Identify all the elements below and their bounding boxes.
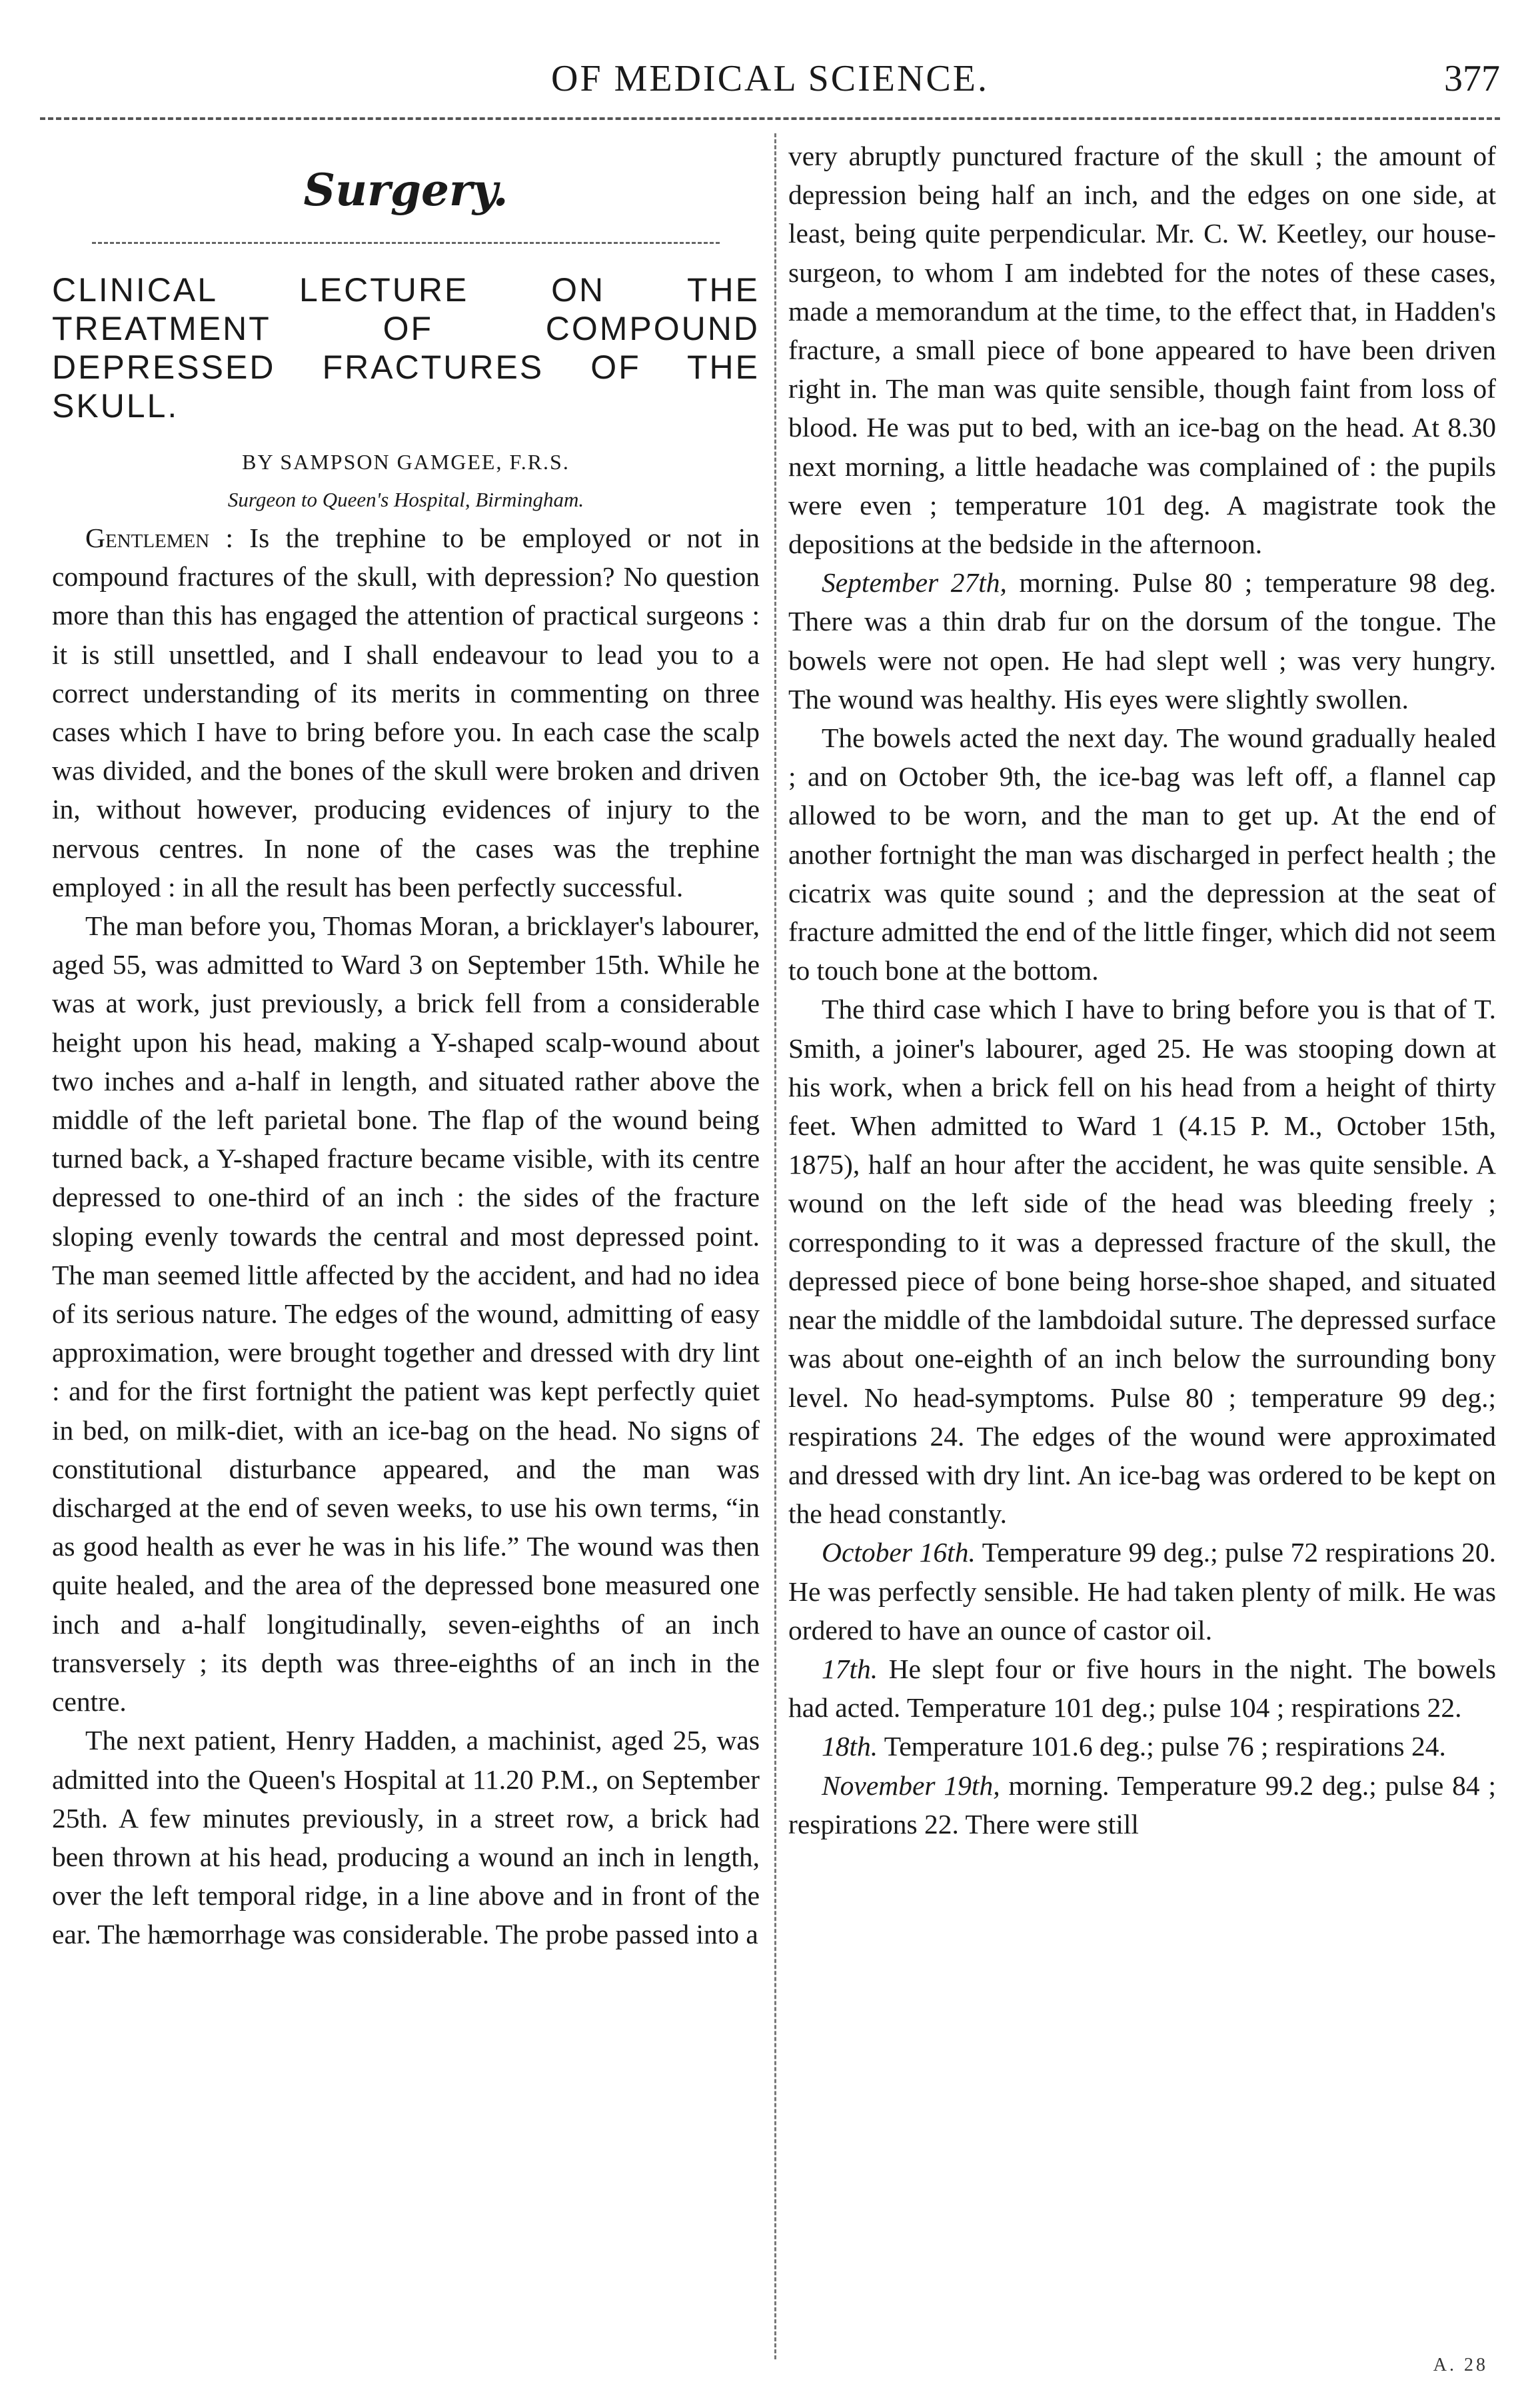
paragraph-text: morning. Pulse 80 ; temperature 98 deg. There was a thin drab fur on the dorsum of the tongue. The bowels were not open. He had slept well ; was very hungry. The wound was healthy. His eyes were slightly swollen. [788, 567, 1496, 714]
paragraph-case-moran: The man before you, Thomas Moran, a bricklayer's labourer, aged 55, was admitted to Ward 3 on September 15th. While he was at work, just previously, a brick fell from a considerable height upon his head, making a Y-shaped scalp-wound about two inches and a-half in length, and situated rather above the middle of the left parietal bone. The flap of the wound being turned back, a Y-shaped fracture became visible, with its centre depressed to one-third of an inch : the sides of the fracture sloping evenly towards the central and most depressed point. The man seemed little affected by the accident, and had no idea of its serious nature. The edges of the wound, admitting of easy approximation, were brought together and dressed with dry lint : and for the first fortnight the patient was kept perfectly quiet in bed, on milk-diet, with an ice-bag on the head. No signs of constitutional disturbance appeared, and the man was discharged at the end of seven weeks, to use his own terms, “in as good health as ever he was in his life.” The wound was then quite healed, and the area of the depressed bone measured one inch and a-half longitudinally, seven-eighths of an inch transversely ; its depth was three-eighths of an inch in the centre. [52, 910, 760, 1718]
paragraph-recovery: The bowels acted the next day. The wound gradually healed ; and on October 9th, the ice-bag was left off, a flannel cap allowed to be worn, and the man to get up. At the end of another fortnight the man was discharged in perfect health ; the cicatrix was quite sound ; and the depression at the seat of fracture admitted the end of the little finger, which did not seem to touch bone at the bottom. [788, 722, 1496, 986]
right-column [788, 137, 1496, 1843]
running-head [0, 57, 1540, 111]
date-label: 18th. [822, 1731, 878, 1762]
signature-mark: A. 28 [1433, 2355, 1488, 2375]
lecture-title: CLINICAL LECTURE ON THE TREATMENT OF COMPOUND DEPRESSED FRACTURES OF THE SKULL. [52, 271, 760, 425]
header-rule [40, 117, 1500, 120]
author-byline: BY SAMPSON GAMGEE, F.R.S. [242, 450, 570, 474]
date-label: September 27th, [822, 567, 1007, 599]
paragraph-case-hadden: The next patient, Henry Hadden, a machinist, aged 25, was admitted into the Queen's Hospital at 11.20 P.M., on September 25th. A few minutes previously, in a street row, a brick had been thrown at his head, producing a wound an inch in length, over the left temporal ridge, in a line above and in front of the ear. The hæmorrhage was considerable. The probe passed into a [52, 1725, 760, 1950]
left-column [52, 137, 760, 1954]
paragraph-text: : Is the trephine to be employed or not in compound fractures of the skull, with depression? No question more than this has engaged the attention of practical surgeons : it is still unsettled, and I shall endeavour to lead you to a correct understanding of its merits in commenting on three cases which I have to bring before you. In each case the scalp was divided, and the bones of the skull were broken and driven in, without however, producing evidences of injury to the nervous centres. In none of the cases was the trephine employed : in all the result has been perfectly successful. [52, 523, 760, 902]
paragraph-17th [788, 1650, 1496, 1727]
paragraph-oct-16 [788, 1533, 1496, 1650]
paragraph-text: Temperature 99 deg.; pulse 72 respirations 20. He was perfectly sensible. He had taken plenty of milk. He was ordered to have an ounce of castor oil. [788, 1537, 1496, 1646]
section-rule [92, 242, 720, 244]
paragraph-continuation: very abruptly punctured fracture of the skull ; the amount of depression being half an inch, and the edges on one side, at least, being quite perpendicular. Mr. C. W. Keetley, our house-surgeon, to whom I am indebted for the notes of these cases, made a memorandum at the time, to the effect that, in Hadden's fracture, a small piece of bone appeared to have been driven right in. The man was quite sensible, though faint from loss of blood. He was put to bed, with an ice-bag on the head. At 8.30 next morning, a little headache was complained of : the pupils were even ; temperature 101 deg. A magistrate took the depositions at the bedside in the afternoon. [788, 141, 1496, 560]
column-divider [774, 133, 776, 2359]
paragraph-text: morning. Temperature 99.2 deg.; pulse 84 ; respirations 22. There were still [788, 1770, 1496, 1839]
paragraph-sept-27 [788, 563, 1496, 718]
paragraph-case-smith: The third case which I have to bring before you is that of T. Smith, a joiner's labourer, aged 25. He was stooping down at his work, when a brick fell on his head from a height of thirty feet. When admitted to Ward 1 (4.15 P. M., October 15th, 1875), half an hour after the accident, he was quite sensible. A wound on the left side of the head was bleeding freely ; corresponding to it was a depressed fracture of the skull, the depressed piece of bone being horse-shoe shaped, and situated near the middle of the lambdoidal suture. The depressed surface was about one-eighth of an inch below the surrounding bony level. No head-symptoms. Pulse 80 ; temperature 99 deg.; respirations 24. The edges of the wound were approximated and dressed with dry lint. An ice-bag was ordered to be kept on the head constantly. [788, 994, 1496, 1530]
section-heading: Surgery. [303, 164, 508, 216]
date-label: October 16th. [822, 1537, 976, 1568]
paragraph-nov-19 [788, 1766, 1496, 1843]
page-number: 377 [1444, 58, 1500, 99]
author-affiliation: Surgeon to Queen's Hospital, Birmingham. [227, 488, 584, 511]
paragraph-18th [788, 1727, 1496, 1766]
running-title: OF MEDICAL SCIENCE. [551, 58, 989, 99]
date-label: November 19th, [822, 1770, 1000, 1801]
date-label: 17th. [822, 1653, 878, 1684]
paragraph-introduction [52, 519, 760, 906]
salutation: Gentlemen [85, 523, 210, 553]
paragraph-text: He slept four or five hours in the night. The bowels had acted. Temperature 101 deg.; pulse 104 ; respirations 22. [788, 1653, 1496, 1724]
paragraph-text: Temperature 101.6 deg.; pulse 76 ; respirations 24. [884, 1731, 1446, 1762]
